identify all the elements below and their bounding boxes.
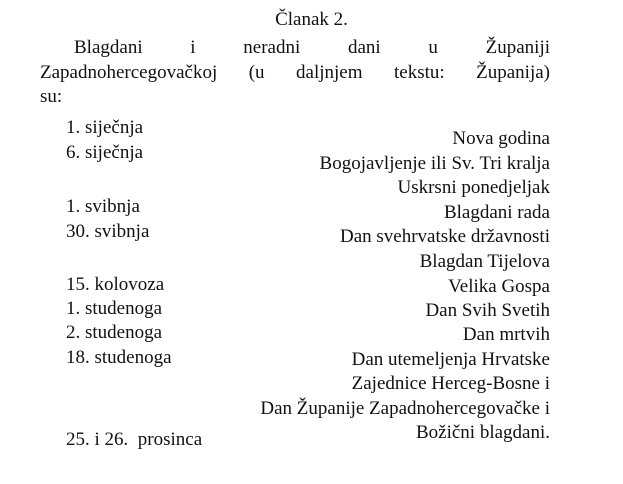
holiday-date: 1. studenoga	[66, 298, 163, 319]
holiday-date: 25. i 26. prosinca	[66, 429, 203, 450]
holiday-date: 1. siječnja	[66, 117, 144, 138]
holiday-date: 6. siječnja	[66, 142, 144, 163]
holiday-name: Dan Županije Zapadnohercegovačke i	[260, 398, 550, 419]
holiday-name: Uskrsni ponedjeljak	[397, 177, 550, 198]
holiday-name: Bogojavljenje ili Sv. Tri kralja	[319, 153, 550, 174]
holiday-name: Blagdani rada	[443, 202, 550, 223]
holiday-name: Velika Gospa	[448, 276, 550, 297]
article-title: Članak 2.	[275, 9, 348, 30]
holiday-date: 15. kolovoza	[66, 274, 165, 295]
intro-paragraph-line-1	[40, 37, 550, 59]
holiday-name: Nova godina	[452, 128, 550, 149]
holiday-name: Blagdan Tijelova	[419, 251, 550, 272]
holiday-name: Božični blagdani.	[415, 422, 550, 443]
holiday-name: Dan mrtvih	[462, 324, 550, 345]
intro-line-1-text: Blagdani i neradni dani u Županiji	[74, 37, 550, 58]
holiday-name: Dan svehrvatske državnosti	[340, 226, 550, 247]
holiday-name: Dan Svih Svetih	[425, 300, 550, 321]
holiday-name: Zajednice Herceg-Bosne i	[351, 373, 550, 394]
holiday-date: 2. studenoga	[66, 322, 163, 343]
intro-paragraph-line-2: Zapadnohercegovačkoj (u daljnjem tekstu: Županija)	[40, 62, 550, 83]
holiday-date: 18. studenoga	[66, 347, 172, 368]
holiday-name: Dan utemeljenja Hrvatske	[351, 349, 550, 370]
intro-paragraph-line-3: su:	[40, 86, 63, 107]
holiday-date: 30. svibnja	[66, 221, 150, 242]
holiday-date: 1. svibnja	[66, 196, 140, 217]
